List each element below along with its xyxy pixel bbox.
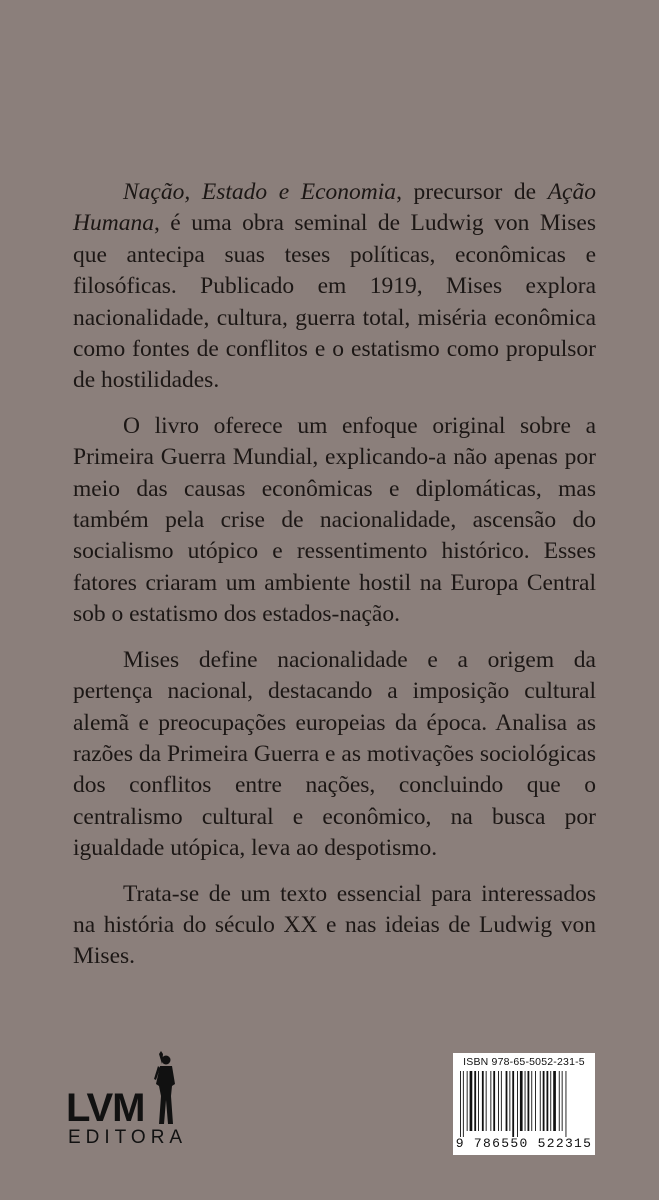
barcode-bar xyxy=(553,1071,556,1131)
barcode-bar xyxy=(550,1071,551,1131)
blurb-paragraph-1 xyxy=(73,177,596,397)
barcode-bar xyxy=(482,1071,484,1131)
barcode-bar xyxy=(535,1071,536,1131)
barcode-bar xyxy=(517,1071,518,1137)
barcode-bar xyxy=(463,1071,464,1137)
blurb-text: , é uma obra seminal de Ludwig von Mises que antecipa suas teses políticas, econômicas e filosóficas. Publicado em 1919, Mises explora nacionalidade, cultura, guerra total, miséria econômica como fontes de conflitos e o estatismo como propulsor de hostilidades. xyxy=(73,210,596,394)
barcode-bar xyxy=(470,1071,473,1131)
blurb-paragraph-3: Mises define nacionalidade e a origem da pertença nacional, destacando a imposição cultural alemã e preocupações europeias da época. Analisa as razões da Primeira Guerra e as motivações sociológicas dos conflitos entre nações, concluindo que o centralismo cultural e econômico, na busca por igualdade utópica, leva ao despotismo. xyxy=(73,646,596,862)
blurb-paragraph-4: Trata-se de um texto essencial para interessados na história do século XX e nas ideias de Ludwig von Mises. xyxy=(73,880,596,970)
barcode-bar xyxy=(501,1071,502,1131)
barcode-bar xyxy=(566,1071,567,1137)
logo-letters: LVM xyxy=(66,1086,145,1130)
publisher-logo xyxy=(66,1050,186,1150)
barcode-digits: 9 786550 522315 xyxy=(455,1136,593,1151)
barcode-bar xyxy=(528,1071,530,1131)
related-work-title: Ação Humana xyxy=(73,179,596,237)
back-cover-blurb xyxy=(73,177,596,987)
barcode-bars xyxy=(458,1071,590,1137)
isbn-label: ISBN 978-65-5052-231-5 xyxy=(463,1056,585,1068)
statue-figure-icon xyxy=(150,1050,180,1126)
barcode-bar xyxy=(509,1071,510,1131)
barcode-bar xyxy=(512,1071,514,1137)
barcode-bar xyxy=(490,1071,491,1131)
book-title: Nação, Estado e Economia xyxy=(123,179,397,205)
barcode-bar xyxy=(478,1071,479,1131)
barcode-bar xyxy=(493,1071,495,1131)
barcode-bar xyxy=(486,1071,487,1131)
barcode-bar xyxy=(559,1071,560,1131)
barcode-bar xyxy=(562,1071,563,1131)
barcode-bar xyxy=(520,1071,523,1131)
barcode-bar xyxy=(474,1071,476,1131)
barcode-bar xyxy=(547,1071,549,1131)
barcode-bar xyxy=(460,1071,461,1137)
blurb-text: , precursor de xyxy=(396,179,548,205)
isbn-barcode xyxy=(453,1053,595,1155)
barcode-bar xyxy=(531,1071,532,1131)
blurb-paragraph-2: O livro oferece um enfoque original sobre a Primeira Guerra Mundial, explicando-a não apenas por meio das causas econômicas e diplomáticas, mas também pela crise de nacionalidade, ascensão do socialismo utópico e ressentimento histórico. Esses fatores criaram um ambiente hostil na Europa Central sob o estatismo dos estados-nação. xyxy=(73,412,596,628)
barcode-bar xyxy=(467,1071,468,1131)
logo-subtitle: EDITORA xyxy=(68,1127,188,1148)
barcode-bar xyxy=(525,1071,526,1131)
barcode-bar xyxy=(543,1071,545,1131)
barcode-bar xyxy=(506,1071,508,1131)
barcode-bar xyxy=(540,1071,541,1131)
barcode-bar xyxy=(498,1071,499,1131)
